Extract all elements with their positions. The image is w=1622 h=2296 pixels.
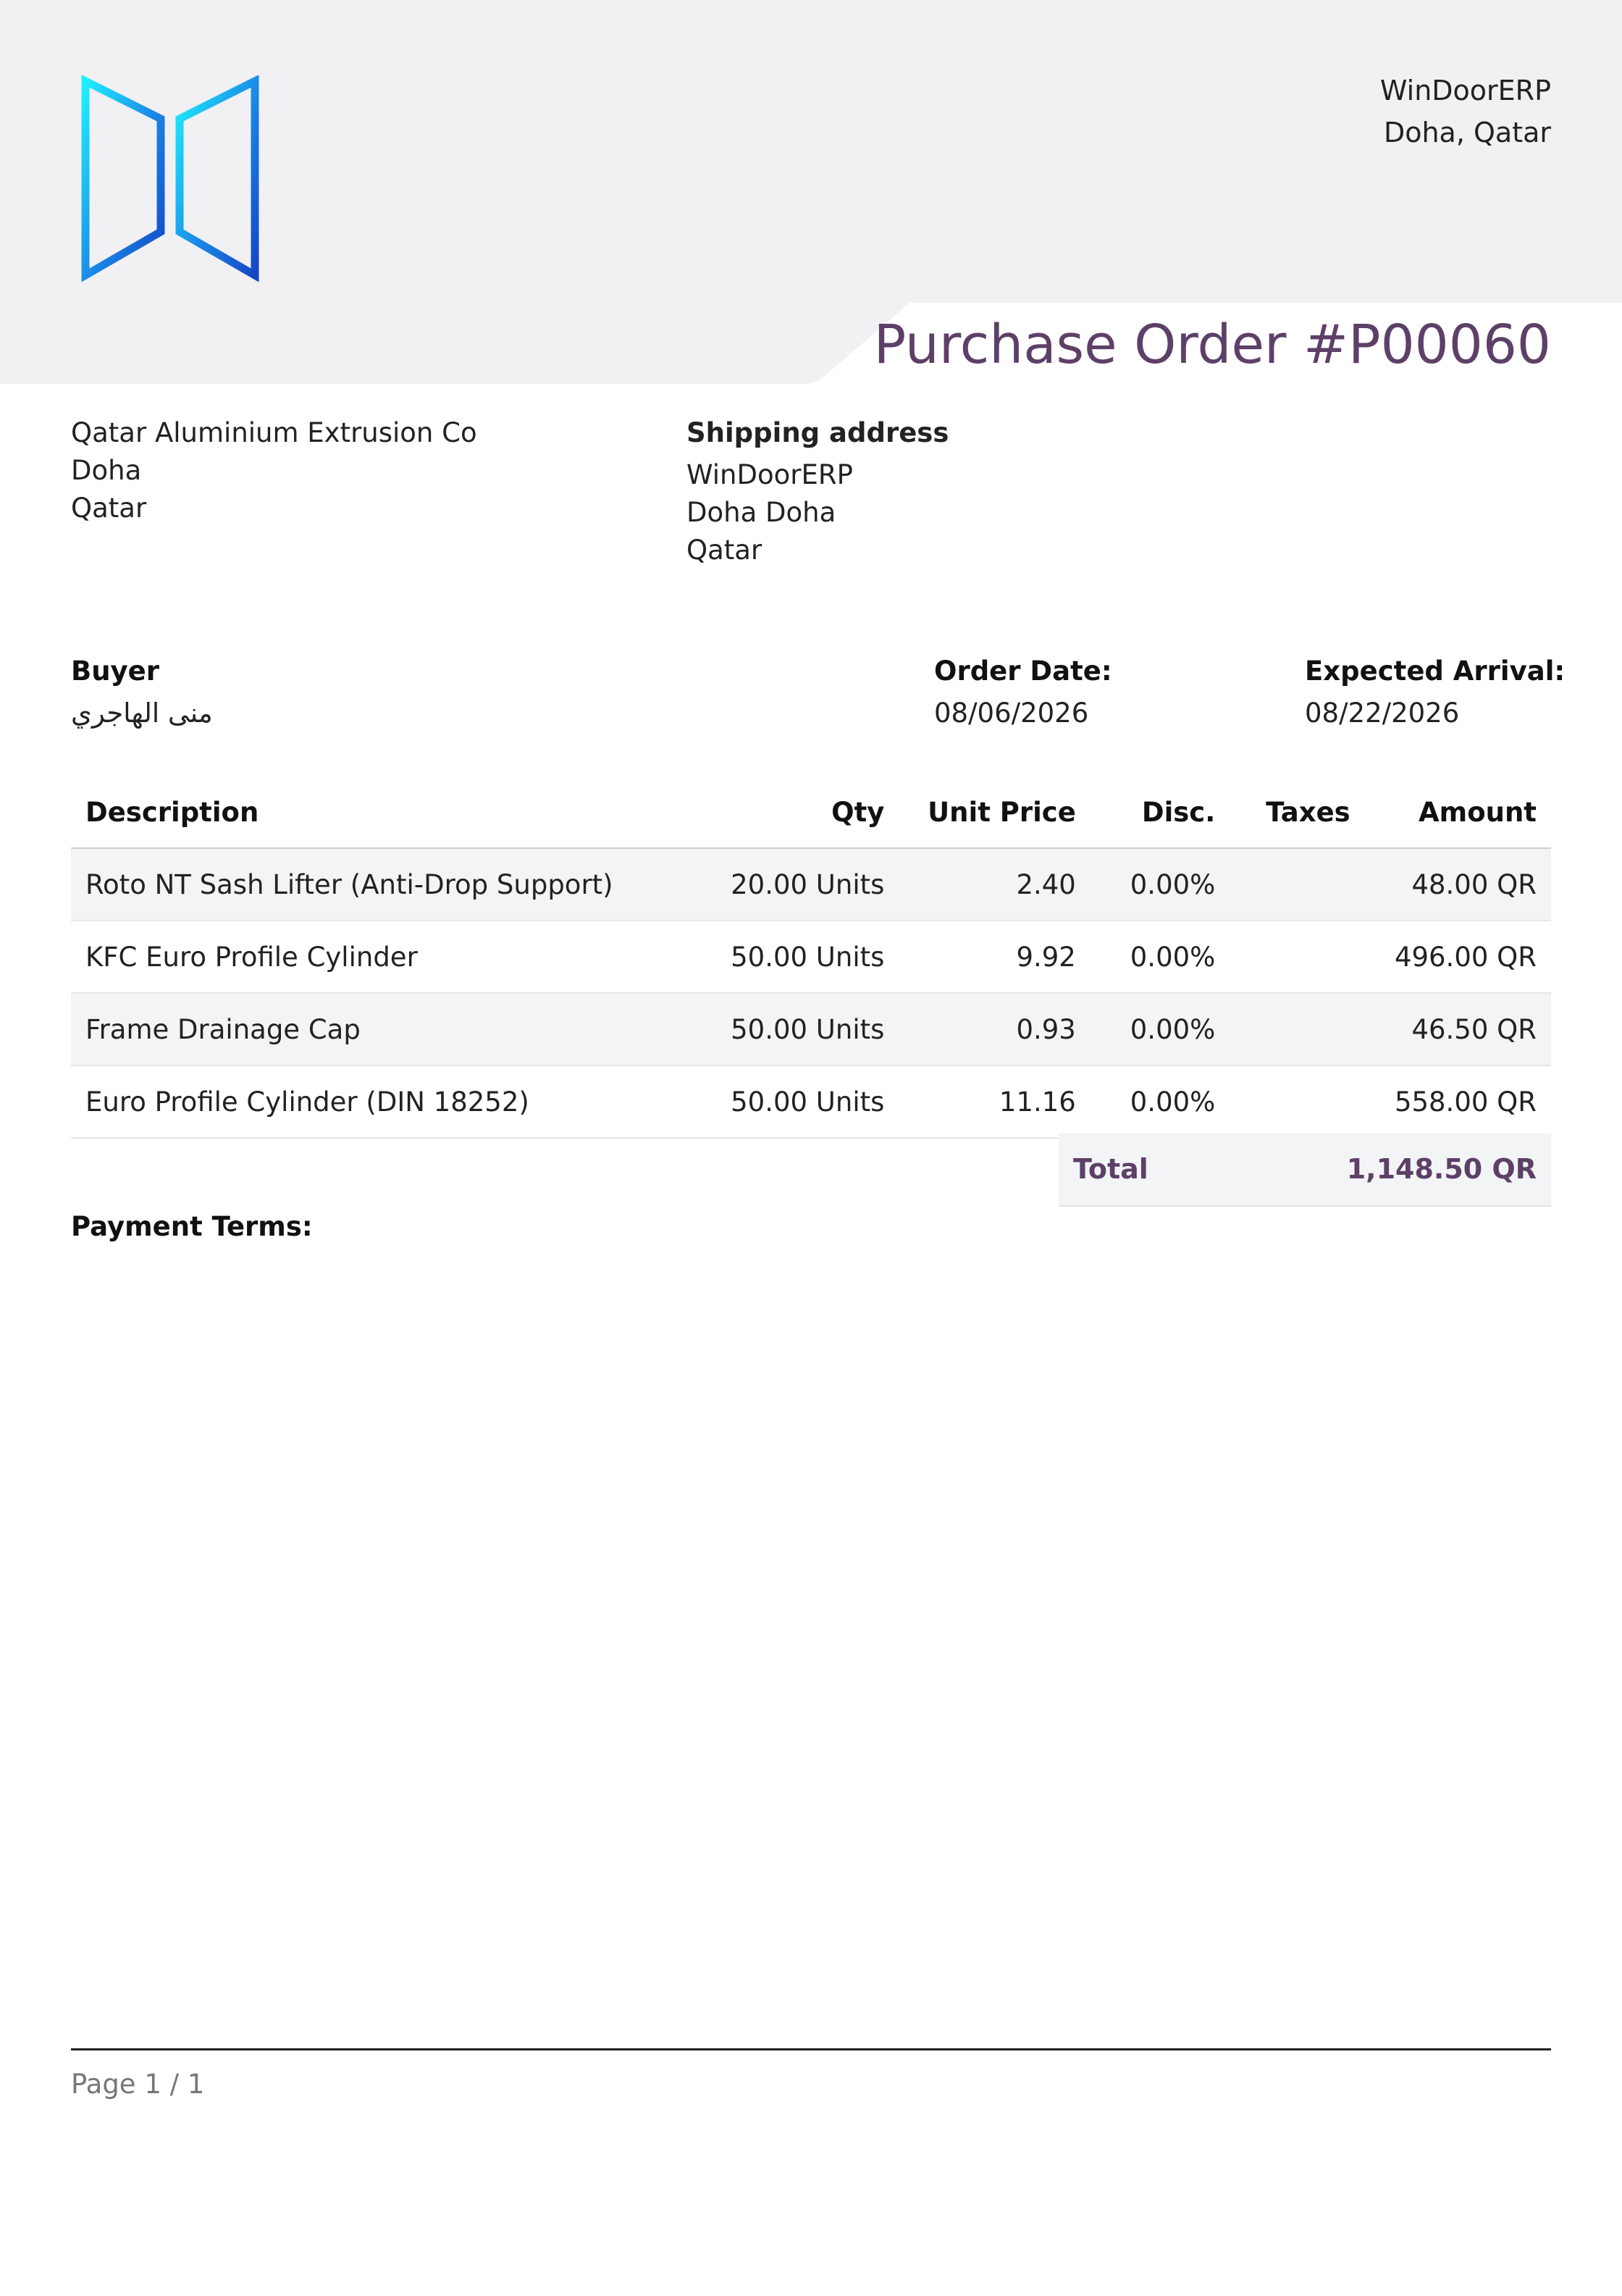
- row-qty: 50.00 Units: [681, 1065, 899, 1138]
- row-amount: 46.50 QR: [1365, 993, 1551, 1065]
- table-row: [71, 921, 1551, 993]
- row-taxes: [1230, 1065, 1364, 1138]
- order-date-value: 08/06/2026: [934, 697, 1089, 729]
- total-label: Total: [1073, 1153, 1148, 1185]
- expected-arrival-label: Expected Arrival:: [1305, 655, 1566, 687]
- shipping-city: Doha Doha: [686, 497, 836, 528]
- row-unit-price: 11.16: [899, 1065, 1090, 1138]
- vendor-country: Qatar: [71, 493, 147, 524]
- header-amount: Amount: [1365, 776, 1551, 848]
- row-taxes: [1230, 993, 1364, 1065]
- row-description: Frame Drainage Cap: [71, 993, 681, 1065]
- row-qty: 50.00 Units: [681, 993, 899, 1065]
- vendor-address: [71, 414, 477, 527]
- row-disc: 0.00%: [1091, 848, 1230, 921]
- table-row: [71, 848, 1551, 921]
- table-row: [71, 1065, 1551, 1138]
- shipping-label: Shipping address: [686, 417, 949, 448]
- expected-arrival-value: 08/22/2026: [1305, 697, 1460, 729]
- window-door-logo-icon: [80, 75, 261, 285]
- expected-arrival-info: [1305, 650, 1565, 734]
- order-date-label: Order Date:: [934, 655, 1112, 687]
- vendor-name: Qatar Aluminium Extrusion Co: [71, 417, 477, 448]
- row-unit-price: 2.40: [899, 848, 1090, 921]
- row-unit-price: 0.93: [899, 993, 1090, 1065]
- header-description: Description: [71, 776, 681, 848]
- row-amount: 558.00 QR: [1365, 1065, 1551, 1138]
- row-disc: 0.00%: [1091, 993, 1230, 1065]
- buyer-label: Buyer: [71, 655, 160, 687]
- header-qty: Qty: [681, 776, 899, 848]
- shipping-address: [686, 414, 949, 569]
- shipping-name: WinDoorERP: [686, 459, 853, 490]
- header-unit-price: Unit Price: [899, 776, 1090, 848]
- row-description: Roto NT Sash Lifter (Anti-Drop Support): [71, 848, 681, 921]
- row-qty: 50.00 Units: [681, 921, 899, 993]
- buyer-info: [71, 650, 213, 734]
- row-disc: 0.00%: [1091, 1065, 1230, 1138]
- row-qty: 20.00 Units: [681, 848, 899, 921]
- row-unit-price: 9.92: [899, 921, 1090, 993]
- row-taxes: [1230, 848, 1364, 921]
- table-row: [71, 993, 1551, 1065]
- row-description: KFC Euro Profile Cylinder: [71, 921, 681, 993]
- row-disc: 0.00%: [1091, 921, 1230, 993]
- total-summary: [1059, 1133, 1551, 1207]
- total-value: 1,148.50 QR: [1346, 1153, 1537, 1185]
- header-taxes: Taxes: [1230, 776, 1364, 848]
- company-city-country: Doha, Qatar: [1383, 117, 1551, 148]
- document-title: Purchase Order #P00060: [873, 314, 1551, 376]
- row-description: Euro Profile Cylinder (DIN 18252): [71, 1065, 681, 1138]
- order-lines-table: [71, 776, 1551, 1139]
- vendor-city: Doha: [71, 455, 142, 486]
- buyer-value: منى الهاجري: [71, 697, 213, 729]
- page-number: Page 1 / 1: [71, 2069, 205, 2100]
- header-disc: Disc.: [1091, 776, 1230, 848]
- row-taxes: [1230, 921, 1364, 993]
- row-amount: 496.00 QR: [1365, 921, 1551, 993]
- order-date-info: [934, 650, 1112, 734]
- footer-divider: [71, 2048, 1551, 2050]
- shipping-country: Qatar: [686, 535, 762, 566]
- row-amount: 48.00 QR: [1365, 848, 1551, 921]
- table-header-row: [71, 776, 1551, 848]
- company-name: WinDoorERP: [1379, 75, 1551, 106]
- company-address: [1380, 70, 1551, 154]
- payment-terms-label: Payment Terms:: [71, 1211, 313, 1242]
